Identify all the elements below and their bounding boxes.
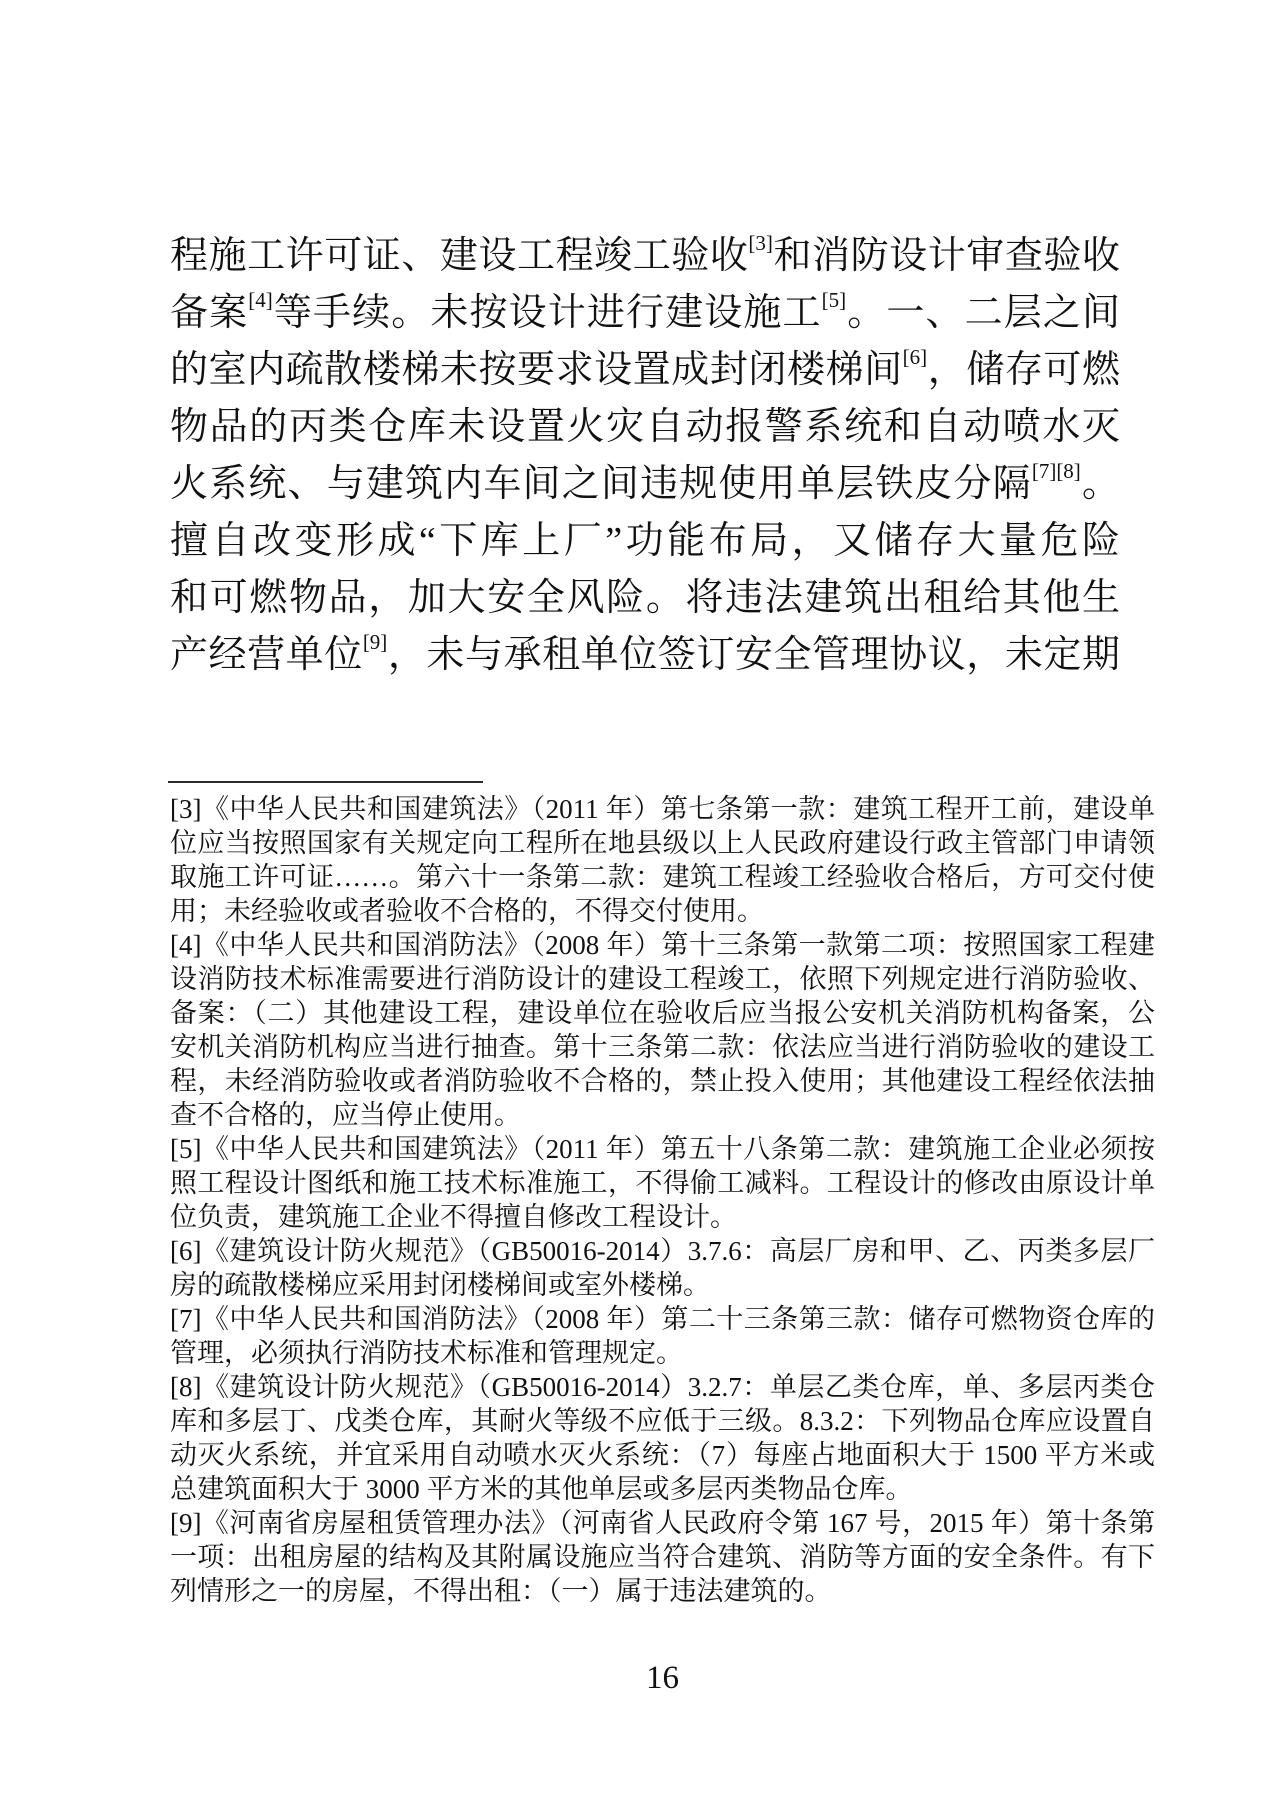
- body-line: [170, 399, 1120, 456]
- body-text-run: 。一、二层之间: [846, 292, 1120, 334]
- body-text-run: 程施工许可证、建设工程竣工验收: [170, 235, 749, 277]
- footnotes-section: [170, 792, 1155, 1608]
- body-text-run: 备案: [170, 292, 249, 334]
- footnote-ref: [7][8]: [1031, 459, 1081, 483]
- footnote-item: [4]《中华人民共和国消防法》（2008 年）第十三条第一款第二项：按照国家工程建设消防技术标准需要进行消防设计的建设工程竣工，依照下列规定进行消防验收、备案：（二）其他建设工程，建设单位在验收后应当报公安机关消防机构备案，公安机关消防机构应当进行抽查。第十三条第二款：依法应当进行消防验收的建设工程，未经消防验收或者消防验收不合格的，禁止投入使用；其他建设工程经依法抽查不合格的，应当停止使用。: [170, 930, 1155, 1130]
- body-text-run: 产经营单位: [170, 634, 363, 676]
- footnote-item: [8]《建筑设计防火规范》（GB50016-2014）3.2.7：单层乙类仓库，单、多层丙类仓库和多层丁、戊类仓库，其耐火等级不应低于三级。8.3.2：下列物品仓库应设置自动灭火系统，并宜采用自动喷水灭火系统：（7）每座占地面积大于 1500 平方米或总建筑面积大于 3000 平方米的其他单层或多层丙类物品仓库。: [170, 1372, 1155, 1504]
- body-text-run: ，未与承租单位签订安全管理协议，未定期: [387, 634, 1120, 676]
- body-line: [170, 228, 1120, 285]
- body-text-run: 和可燃物品，加大安全风险。将违法建筑出租给其他生: [170, 577, 1120, 619]
- body-line: [170, 456, 1120, 513]
- body-line: [170, 285, 1120, 342]
- footnote-ref: [6]: [902, 345, 928, 369]
- footnote-item: [9]《河南省房屋租赁管理办法》（河南省人民政府令第 167 号，2015 年）第十条第一项：出租房屋的结构及其附属设施应当符合建筑、消防等方面的安全条件。有下列情形之一的房屋，不得出租：（一）属于违法建筑的。: [170, 1508, 1155, 1606]
- footnote-item: [6]《建筑设计防火规范》（GB50016-2014）3.7.6：高层厂房和甲、乙、丙类多层厂房的疏散楼梯应采用封闭楼梯间或室外楼梯。: [170, 1236, 1155, 1300]
- body-text-run: 擅自改变形成“下库上厂”功能布局，又储存大量危险: [170, 520, 1120, 562]
- footnote-item: [3]《中华人民共和国建筑法》（2011 年）第七条第一款：建筑工程开工前，建设单位应当按照国家有关规定向工程所在地县级以上人民政府建设行政主管部门申请领取施工许可证……。第六十一条第二款：建筑工程竣工经验收合格后，方可交付使用；未经验收或者验收不合格的，不得交付使用。: [170, 794, 1155, 926]
- body-text-run: 和消防设计审查验收: [772, 235, 1120, 277]
- body-text-run: ，储存可燃: [927, 349, 1120, 391]
- footnote-item: [7]《中华人民共和国消防法》（2008 年）第二十三条第三款：储存可燃物资仓库的管理，必须执行消防技术标准和管理规定。: [170, 1304, 1155, 1368]
- body-text-run: 火系统、与建筑内车间之间违规使用单层铁皮分隔: [170, 463, 1032, 505]
- body-text-run: 。: [1080, 463, 1120, 505]
- footnote-ref: [4]: [248, 288, 273, 312]
- body-line: [170, 570, 1120, 627]
- body-line: [170, 342, 1120, 399]
- footnote-separator: [168, 781, 483, 783]
- footnote-item: [5]《中华人民共和国建筑法》（2011 年）第五十八条第二款：建筑施工企业必须按照工程设计图纸和施工技术标准施工，不得偷工减料。工程设计的修改由原设计单位负责，建筑施工企业不得擅自修改工程设计。: [170, 1134, 1155, 1232]
- body-text-run: 的室内疏散楼梯未按要求设置成封闭楼梯间: [170, 349, 903, 391]
- body-text-run: 等手续。未按设计进行建设施工: [272, 292, 822, 334]
- footnote-ref: [3]: [748, 231, 773, 255]
- body-line: [170, 513, 1120, 570]
- body-text-run: 物品的丙类仓库未设置火灾自动报警系统和自动喷水灭: [170, 406, 1120, 448]
- footnote-ref: [9]: [362, 630, 388, 654]
- footnote-ref: [5]: [821, 288, 847, 312]
- page-number: 16: [646, 1660, 679, 1696]
- body-text: [170, 228, 1120, 684]
- body-line: [170, 627, 1120, 684]
